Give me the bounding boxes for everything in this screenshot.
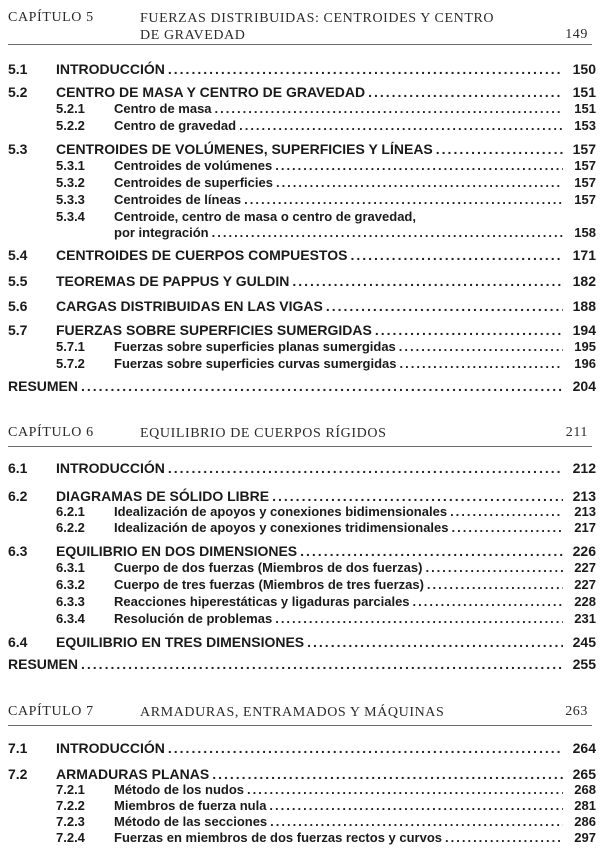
entry-label: Miembros de fuerza nula <box>114 798 267 813</box>
entry-page: 227 <box>574 560 596 575</box>
entry-page: 153 <box>574 118 596 133</box>
entry-label: TEOREMAS DE PAPPUS Y GULDIN <box>56 273 290 289</box>
entry-page: 157 <box>574 192 596 207</box>
toc-entry[interactable] <box>0 634 600 650</box>
dot-leader <box>81 656 563 672</box>
dot-leader <box>368 84 563 100</box>
toc-subentry-multiline[interactable] <box>56 209 416 224</box>
entry-label: Centroide, centro de masa o centro de gravedad, <box>114 209 416 224</box>
entry-number: 5.4 <box>8 247 28 263</box>
dot-leader <box>272 488 563 504</box>
entry-label: INTRODUCCIÓN <box>56 460 165 476</box>
dot-leader <box>326 298 563 314</box>
entry-label: Idealización de apoyos y conexiones bidimensionales <box>114 504 448 519</box>
toc-subentry[interactable] <box>0 611 600 627</box>
entry-label: CENTROIDES DE VOLÚMENES, SUPERFICIES Y LÍNEAS <box>56 141 433 157</box>
entry-number: 7.1 <box>8 740 28 756</box>
entry-page: 158 <box>574 225 596 240</box>
chapter-7-heading <box>8 704 592 724</box>
toc-entry[interactable] <box>0 298 600 314</box>
entry-number: 6.3.2 <box>56 577 85 592</box>
entry-label: DIAGRAMAS DE SÓLIDO LIBRE <box>56 488 270 504</box>
entry-number: 5.6 <box>8 298 28 314</box>
entry-number: 6.3.1 <box>56 560 85 575</box>
entry-page: 265 <box>572 766 596 782</box>
entry-label: Cuerpo de tres fuerzas (Miembros de tres fuerzas) <box>114 577 424 592</box>
chapter-title: ARMADURAS, ENTRAMADOS Y MÁQUINAS <box>140 705 445 720</box>
dot-leader <box>307 634 563 650</box>
chapter-page: 263 <box>565 704 588 719</box>
entry-page: 150 <box>572 61 596 77</box>
chapter-number: CAPÍTULO 6 <box>8 425 94 440</box>
toc-subentry[interactable] <box>0 594 600 610</box>
entry-number: 5.7.2 <box>56 356 85 371</box>
entry-label: RESUMEN <box>8 378 79 394</box>
entry-page: 212 <box>572 460 596 476</box>
entry-page: 245 <box>572 634 596 650</box>
toc-entry[interactable] <box>0 740 600 756</box>
dot-leader <box>292 273 563 289</box>
entry-number: 5.7 <box>8 322 28 338</box>
toc-subentry[interactable] <box>0 158 600 174</box>
chapter-title: EQUILIBRIO DE CUERPOS RÍGIDOS <box>140 426 387 441</box>
entry-number: 6.2 <box>8 488 28 504</box>
toc-summary[interactable] <box>0 378 600 394</box>
toc-entry[interactable] <box>0 543 600 559</box>
entry-label: Centroides de volúmenes <box>114 158 273 173</box>
dot-leader <box>452 520 564 536</box>
toc-subentry[interactable] <box>0 830 600 846</box>
chapter-6-heading <box>8 425 592 445</box>
toc-entry[interactable] <box>0 84 600 100</box>
toc-subentry-continuation[interactable] <box>0 225 600 241</box>
chapter-5-heading <box>8 10 592 46</box>
entry-label: Idealización de apoyos y conexiones tridimensionales <box>114 520 449 535</box>
entry-number: 6.4 <box>8 634 28 650</box>
toc-subentry[interactable] <box>0 192 600 208</box>
entry-label: EQUILIBRIO EN DOS DIMENSIONES <box>56 543 298 559</box>
entry-number: 7.2 <box>8 766 28 782</box>
chapter-divider <box>8 44 592 45</box>
dot-leader <box>425 560 563 576</box>
entry-number: 5.2.1 <box>56 101 85 116</box>
dot-leader <box>270 814 563 830</box>
entry-label: CENTROIDES DE CUERPOS COMPUESTOS <box>56 247 348 263</box>
dot-leader <box>239 118 563 134</box>
entry-page: 195 <box>574 339 596 354</box>
entry-number: 7.2.1 <box>56 782 85 797</box>
entry-label: INTRODUCCIÓN <box>56 61 165 77</box>
entry-page: 194 <box>572 322 596 338</box>
entry-page: 204 <box>572 378 596 394</box>
entry-label: FUERZAS SOBRE SUPERFICIES SUMERGIDAS <box>56 322 372 338</box>
chapter-page: 211 <box>565 425 588 440</box>
dot-leader <box>168 740 563 756</box>
entry-number: 5.2 <box>8 84 28 100</box>
dot-leader <box>400 356 563 372</box>
entry-label: Resolución de problemas <box>114 611 273 626</box>
entry-number: 6.3.4 <box>56 611 85 626</box>
dot-leader <box>450 504 563 520</box>
toc-subentry[interactable] <box>0 577 600 593</box>
entry-page: 281 <box>574 798 596 813</box>
dot-leader <box>427 577 563 593</box>
dot-leader <box>276 175 563 191</box>
dot-leader <box>413 594 563 610</box>
entry-number: 6.3 <box>8 543 28 559</box>
dot-leader <box>212 766 563 782</box>
entry-number: 5.3.2 <box>56 175 85 190</box>
toc-subentry[interactable] <box>0 520 600 536</box>
entry-page: 171 <box>572 247 596 263</box>
entry-page: 227 <box>574 577 596 592</box>
toc-subentry[interactable] <box>0 798 600 814</box>
toc-subentry[interactable] <box>0 339 600 355</box>
entry-page: 231 <box>574 611 596 626</box>
entry-page: 228 <box>574 594 596 609</box>
dot-leader <box>247 782 563 798</box>
dot-leader <box>275 158 563 174</box>
entry-number: 5.1 <box>8 61 28 77</box>
toc-entry[interactable] <box>0 273 600 289</box>
chapter-title-line: DE GRAVEDAD <box>140 28 246 43</box>
toc-entry[interactable] <box>0 247 600 263</box>
entry-number: 5.7.1 <box>56 339 85 354</box>
chapter-number: CAPÍTULO 5 <box>8 10 94 25</box>
dot-leader <box>215 101 563 117</box>
dot-leader <box>275 611 563 627</box>
entry-page: 188 <box>572 298 596 314</box>
entry-page: 157 <box>574 158 596 173</box>
entry-number: 6.2.1 <box>56 504 85 519</box>
dot-leader <box>350 247 563 263</box>
entry-number: 6.3.3 <box>56 594 85 609</box>
dot-leader <box>399 339 563 355</box>
entry-number: 7.2.3 <box>56 814 85 829</box>
chapter-divider <box>8 446 592 447</box>
entry-label: Reacciones hiperestáticas y ligaduras parciales <box>114 594 410 609</box>
toc-subentry[interactable] <box>0 101 600 117</box>
chapter-title-line: FUERZAS DISTRIBUIDAS: CENTROIDES Y CENTRO <box>140 11 495 26</box>
toc-entry[interactable] <box>0 322 600 338</box>
toc-subentry[interactable] <box>0 560 600 576</box>
entry-label: Método de las secciones <box>114 814 268 829</box>
toc-entry[interactable] <box>0 460 600 476</box>
entry-page: 286 <box>574 814 596 829</box>
entry-label: EQUILIBRIO EN TRES DIMENSIONES <box>56 634 305 650</box>
entry-label: Centroides de superficies <box>114 175 273 190</box>
entry-number: 6.1 <box>8 460 28 476</box>
entry-page: 157 <box>574 175 596 190</box>
toc-subentry[interactable] <box>0 814 600 830</box>
toc-subentry[interactable] <box>0 118 600 134</box>
chapter-title <box>140 10 540 44</box>
entry-page: 196 <box>574 356 596 371</box>
entry-label: CARGAS DISTRIBUIDAS EN LAS VIGAS <box>56 298 323 314</box>
toc-subentry[interactable] <box>0 175 600 191</box>
entry-page: 157 <box>572 141 596 157</box>
entry-label: CENTRO DE MASA Y CENTRO DE GRAVEDAD <box>56 84 366 100</box>
dot-leader <box>244 192 563 208</box>
toc-subentry[interactable] <box>0 782 600 798</box>
toc-subentry[interactable] <box>0 356 600 372</box>
entry-label: Método de los nudos <box>114 782 244 797</box>
entry-number: 5.3.1 <box>56 158 85 173</box>
entry-number: 5.3.3 <box>56 192 85 207</box>
dot-leader <box>269 798 563 814</box>
toc-subentry[interactable] <box>0 504 600 520</box>
toc-entry[interactable] <box>0 488 600 504</box>
entry-label: Centroides de líneas <box>114 192 242 207</box>
toc-summary[interactable] <box>0 656 600 672</box>
dot-leader <box>168 460 563 476</box>
entry-page: 151 <box>572 84 596 100</box>
dot-leader <box>81 378 563 394</box>
entry-label: Fuerzas sobre superficies planas sumergidas <box>114 339 396 354</box>
chapter-divider <box>8 725 592 726</box>
entry-page: 268 <box>574 782 596 797</box>
entry-label: RESUMEN <box>8 656 79 672</box>
entry-label: Fuerzas sobre superficies curvas sumergidas <box>114 356 397 371</box>
entry-label: Centro de masa <box>114 101 212 116</box>
entry-number: 7.2.4 <box>56 830 85 845</box>
entry-label: Fuerzas en miembros de dos fuerzas rectos y curvos <box>114 830 443 845</box>
entry-page: 182 <box>572 273 596 289</box>
chapter-number: CAPÍTULO 7 <box>8 704 94 719</box>
entry-page: 264 <box>572 740 596 756</box>
entry-number: 7.2.2 <box>56 798 85 813</box>
entry-page: 217 <box>574 520 596 535</box>
toc-entry[interactable] <box>0 766 600 782</box>
dot-leader <box>445 830 563 846</box>
dot-leader <box>300 543 563 559</box>
dot-leader <box>375 322 563 338</box>
entry-label-continuation: por integración <box>114 225 209 240</box>
dot-leader <box>212 225 563 241</box>
dot-leader <box>436 141 563 157</box>
entry-number: 5.3 <box>8 141 28 157</box>
chapter-page: 149 <box>565 27 588 42</box>
entry-number: 5.2.2 <box>56 118 85 133</box>
entry-page: 213 <box>574 504 596 519</box>
entry-number: 5.3.4 <box>56 209 85 224</box>
entry-label: Centro de gravedad <box>114 118 237 133</box>
toc-entry[interactable] <box>0 141 600 157</box>
dot-leader <box>168 61 563 77</box>
entry-page: 151 <box>574 101 596 116</box>
entry-page: 213 <box>572 488 596 504</box>
entry-page: 297 <box>574 830 596 845</box>
entry-label: Cuerpo de dos fuerzas (Miembros de dos fuerzas) <box>114 560 423 575</box>
entry-number: 6.2.2 <box>56 520 85 535</box>
entry-number: 5.5 <box>8 273 28 289</box>
entry-page: 255 <box>572 656 596 672</box>
entry-label: ARMADURAS PLANAS <box>56 766 210 782</box>
toc-entry[interactable] <box>0 61 600 77</box>
entry-label: INTRODUCCIÓN <box>56 740 165 756</box>
entry-page: 226 <box>572 543 596 559</box>
